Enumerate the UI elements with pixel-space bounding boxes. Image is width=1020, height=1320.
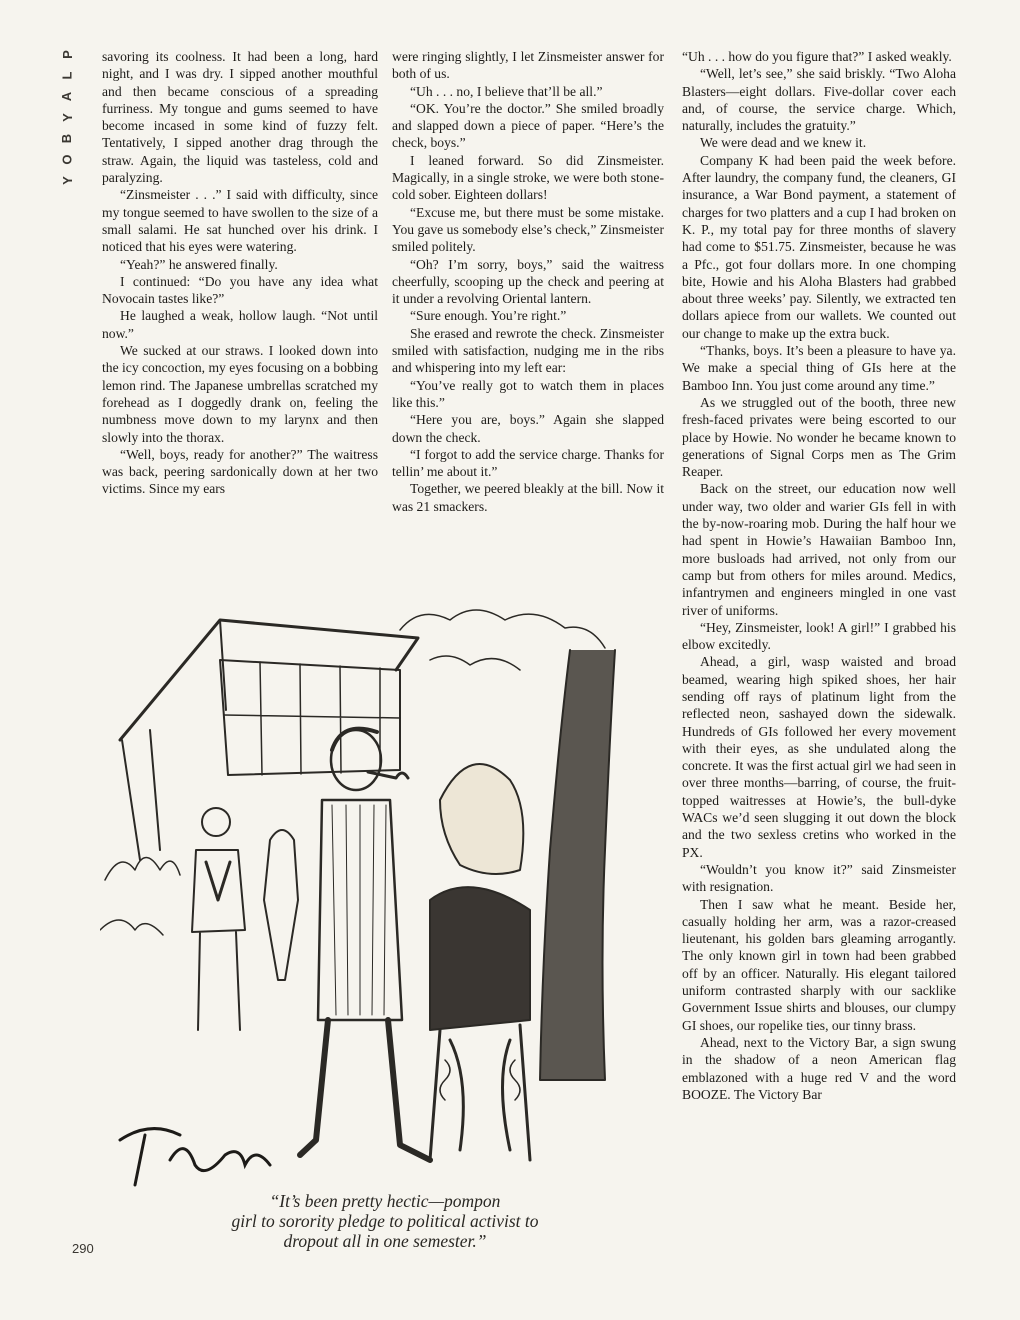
paragraph: “Excuse me, but there must be some mistake. You gave us somebody else’s check,” Zinsmeister smiled politely. <box>392 204 664 255</box>
paragraph: “Yeah?” he answered finally. <box>120 256 278 272</box>
artist-signature-mark <box>120 1129 270 1185</box>
paragraph: Company K had been paid the week before. After laundry, the company fund, the cleaners, GI insurance, a War Bond payment, a statement of charges for two platters and a cup I had broken on K. P., my total pay for three months of slavery had come to $51.75. Zinsmeister, because he was a Pfc., got four dollars more. In one chomping bite, Howie and his Aloha Blasters had grabbed about three weeks’ pay. Silently, we extracted ten dollars apiece from our wallets. We counted out our change to make up the extra buck. <box>682 152 956 341</box>
man-hair <box>332 729 377 750</box>
shrubs <box>100 858 180 936</box>
paragraph: “OK. You’re the doctor.” She smiled broadly and slapped down a piece of paper. “Here’s the check, boys.” <box>392 100 664 151</box>
woman-pants <box>430 1025 530 1160</box>
paragraph: He laughed a weak, hollow laugh. “Not until now.” <box>102 308 378 341</box>
paragraph: She erased and rewrote the check. Zinsmeister smiled with satisfaction, nudging me in the ribs and whispering into my left ear: <box>392 325 664 376</box>
masthead-letter: P <box>59 50 75 59</box>
paragraph: Together, we peered bleakly at the bill. Now it was 21 smackers. <box>392 481 664 514</box>
building-roof <box>120 620 418 740</box>
background-woman <box>264 830 298 980</box>
woman-hair <box>440 764 523 874</box>
man-legs <box>300 1020 430 1160</box>
paragraph: “Sure enough. You’re right.” <box>410 308 567 324</box>
paragraph: “Hey, Zinsmeister, look! A girl!” I grabbed his elbow excitedly. <box>682 619 956 653</box>
paragraph: We were dead and we knew it. <box>700 135 867 151</box>
caption-line: dropout all in one semester.” <box>283 1231 487 1251</box>
paragraph: Ahead, a girl, wasp waisted and broad beamed, wearing high spiked shoes, her hair sending off rays of platinum light from the reflected neon, sashayed down the sidewalk. Hundreds of GIs followed her every movement with their eyes, as she undulated along the concrete. It was the first actual girl we had seen in over three months—barring, of course, the fruit-topped waitresses at Howie’s, the bull-dyke WACs we’d seen slugging it out down the block and the two sexless cretins who worked in the PX. <box>682 654 956 860</box>
paragraph: We sucked at our straws. I looked down into the icy concoction, my eyes focusing on a bobbing lemon rind. The Japanese umbrellas scratched my forehead as I doggedly drank on, feeling the numbness move down to my larynx and then slowly into the thorax. <box>102 343 378 445</box>
text-column-3 <box>682 48 956 1268</box>
paragraph: were ringing slightly, I let Zinsmeister answer for both of us. <box>392 49 664 82</box>
paragraph: Back on the street, our education now well under way, two older and warier GIs fell in with the by-now-roaring mob. During the half hour we had spent in Howie’s Hawaiian Bamboo Inn, more busloads had arrived, not only from our camp but from others for miles around. Medics, infantrymen and engineers mingled in one vast river of uniforms. <box>682 481 956 618</box>
masthead-letter: B <box>59 133 75 144</box>
paragraph: “Oh? I’m sorry, boys,” said the waitress cheerfully, scooping up the check and peering at it under a revolving Oriental lantern. <box>392 256 664 307</box>
text-column-2 <box>392 48 664 515</box>
text-column-1 <box>102 48 378 498</box>
woman-top <box>430 887 530 1030</box>
paragraph: “Zinsmeister . . .” I said with difficulty, since my tongue seemed to have swollen to the size of a small salami. He sat hunched over his drink. I noticed that his eyes were watering. <box>102 187 378 255</box>
masthead-letter: Y <box>59 113 75 122</box>
masthead-letter: L <box>59 71 75 80</box>
paragraph: As we struggled out of the booth, three new fresh-faced privates were being escorted to our place by Howie. No wonder he became known to generations of Signal Corps men as The Grim Reaper. <box>682 394 956 480</box>
masthead-letter: A <box>59 91 75 102</box>
paragraph: “Here you are, boys.” Again she slapped down the check. <box>392 412 664 445</box>
tree-trunk <box>540 650 615 1080</box>
paragraph: I leaned forward. So did Zinsmeister. Magically, in a single stroke, we were both stone-cold sober. Eighteen dollars! <box>392 152 664 203</box>
caption-line: “It’s been pretty hectic—pompon <box>269 1191 501 1211</box>
paragraph: Ahead, next to the Victory Bar, a sign swung in the shadow of a neon American flag emblazoned with a huge red V and the word BOOZE. The Victory Bar <box>682 1034 956 1102</box>
masthead-letter: O <box>59 154 75 165</box>
paragraph: “Thanks, boys. It’s been a pleasure to have ya. We make a special thing of GIs here at the Bamboo Inn. You just come around any time.” <box>682 343 956 393</box>
paragraph: “Well, let’s see,” she said briskly. “Two Aloha Blasters—eight dollars. Five-dollar cover each and, of course, the service charge. Which, naturally, includes the gratuity.” <box>682 66 956 134</box>
paragraph: “Uh . . . how do you figure that?” I asked weakly. <box>682 49 952 64</box>
page-number: 290 <box>72 1241 94 1256</box>
paragraph: “Wouldn’t you know it?” said Zinsmeister with resignation. <box>682 861 956 895</box>
masthead-letter: Y <box>59 176 75 185</box>
pipe <box>368 772 408 778</box>
caption-line: girl to sorority pledge to political activist to <box>231 1211 539 1231</box>
paragraph: “Well, boys, ready for another?” The waitress was back, peering sardonically down at her two victims. Since my ears <box>102 446 378 497</box>
masthead <box>56 44 78 191</box>
paragraph: “Uh . . . no, I believe that’ll be all.” <box>410 83 603 99</box>
paragraph: I continued: “Do you have any idea what Novocain tastes like?” <box>102 273 378 307</box>
paragraph: Then I saw what he meant. Beside her, casually holding her arm, was a razor-creased lieutenant, his golden bars gleaming arrogantly. The only known girl in town had been grabbed off by an officer. Naturally. His elegant tailored uniform contrasted sharply with our sacklike Government Issue shirts and blouses, our clumpy GI shoes, our ropelike ties, our tinny brass. <box>682 896 956 1033</box>
background-man <box>192 850 245 1030</box>
paragraph: “You’ve really got to watch them in places like this.” <box>392 377 664 410</box>
cartoon-caption <box>170 1191 600 1251</box>
cartoon-illustration <box>100 600 656 1190</box>
paragraph: “I forgot to add the service charge. Thanks for tellin’ me about it.” <box>392 446 664 480</box>
paragraph: savoring its coolness. It had been a long, hard night, and I was dry. I sipped another mouthful and then became conscious of a spreading furriness. My tongue and gums seemed to have become incased in some kind of fuzzy felt. Tentatively, I sipped another drag through the straw. Again, the liquid was tasteless, cold and paralyzing. <box>102 49 378 186</box>
